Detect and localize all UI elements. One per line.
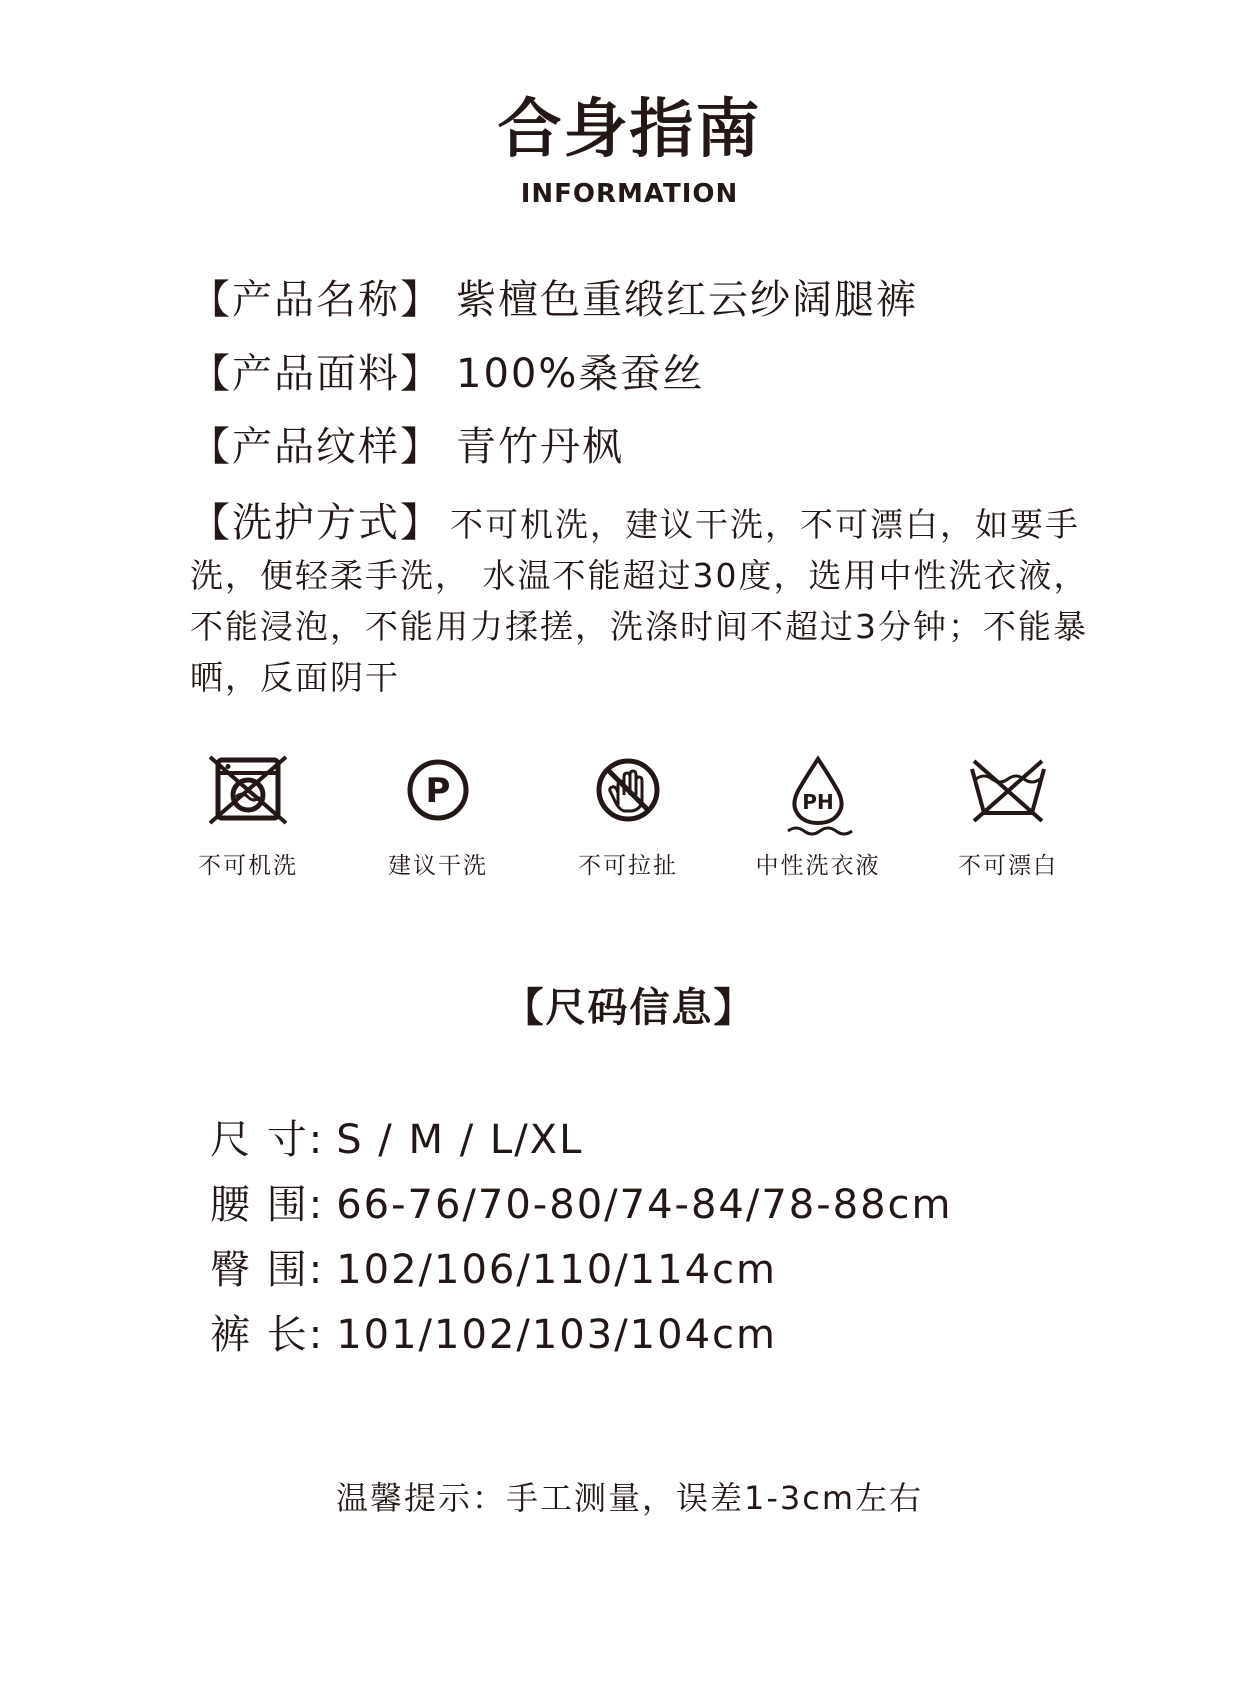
care-icon-cell-neutral-detergent (733, 755, 903, 878)
product-pattern-label: 【产品纹样】 (190, 424, 442, 470)
product-fabric-label: 【产品面料】 (190, 351, 442, 397)
care-icon-cell-dry-clean (353, 755, 523, 878)
product-pattern-row (190, 424, 624, 470)
no-pull-icon (588, 755, 668, 825)
size-row-value: S / M / L/XL (336, 1117, 584, 1163)
size-section-title: 【尺码信息】 (503, 985, 756, 1031)
size-row (210, 1117, 584, 1163)
measurement-note: 温馨提示：手工测量，误差1-3cm左右 (335, 1479, 924, 1517)
page-title: 合身指南 (497, 93, 762, 167)
no-machine-wash-icon (208, 755, 288, 825)
size-row (210, 1312, 777, 1358)
care-icon-cell-no-bleach (923, 755, 1093, 878)
care-label: 【洗护方式】 (190, 500, 442, 546)
care-icon-label: 中性洗衣液 (755, 853, 881, 879)
product-fabric-value: 100%桑蚕丝 (456, 351, 705, 397)
svg-text:P: P (425, 771, 451, 811)
size-row-label: 臀 围: (210, 1247, 325, 1293)
size-row-value: 102/106/110/114cm (336, 1247, 777, 1293)
care-text: 不可机洗，建议干洗，不可漂白，如要手洗，便轻柔手洗， 水温不能超过30度，选用中性洗衣液，不能浸泡，不能用力揉搓，洗涤时间不超过3分钟；不能暴晒，反面阴干 (190, 505, 1089, 697)
product-name-label: 【产品名称】 (190, 277, 442, 323)
size-row (210, 1247, 777, 1293)
care-instructions (190, 498, 1090, 703)
care-icon-label: 不可漂白 (958, 853, 1058, 879)
product-fabric-row (190, 351, 705, 397)
care-icon-label: 建议干洗 (388, 853, 488, 879)
page-subtitle: INFORMATION (520, 179, 739, 209)
product-pattern-value: 青竹丹枫 (456, 424, 624, 470)
care-icon-label: 不可拉扯 (578, 853, 678, 879)
size-row (210, 1182, 953, 1228)
size-row-label: 腰 围: (210, 1182, 325, 1228)
size-row-value: 101/102/103/104cm (336, 1312, 777, 1358)
svg-text:PH: PH (802, 790, 834, 814)
product-name-value: 紫檀色重缎红云纱阔腿裤 (456, 277, 918, 323)
no-bleach-icon (966, 755, 1050, 825)
product-name-row (190, 277, 918, 323)
care-icon-label: 不可机洗 (198, 853, 298, 879)
care-icon-cell-no-pull (543, 755, 713, 878)
care-icon-cell-no-machine-wash (163, 755, 333, 878)
size-row-label: 尺 寸: (210, 1117, 325, 1163)
dry-clean-p-icon (398, 755, 478, 825)
size-row-value: 66-76/70-80/74-84/78-88cm (336, 1182, 953, 1228)
neutral-ph-detergent-icon (778, 755, 858, 839)
size-row-label: 裤 长: (210, 1312, 325, 1358)
